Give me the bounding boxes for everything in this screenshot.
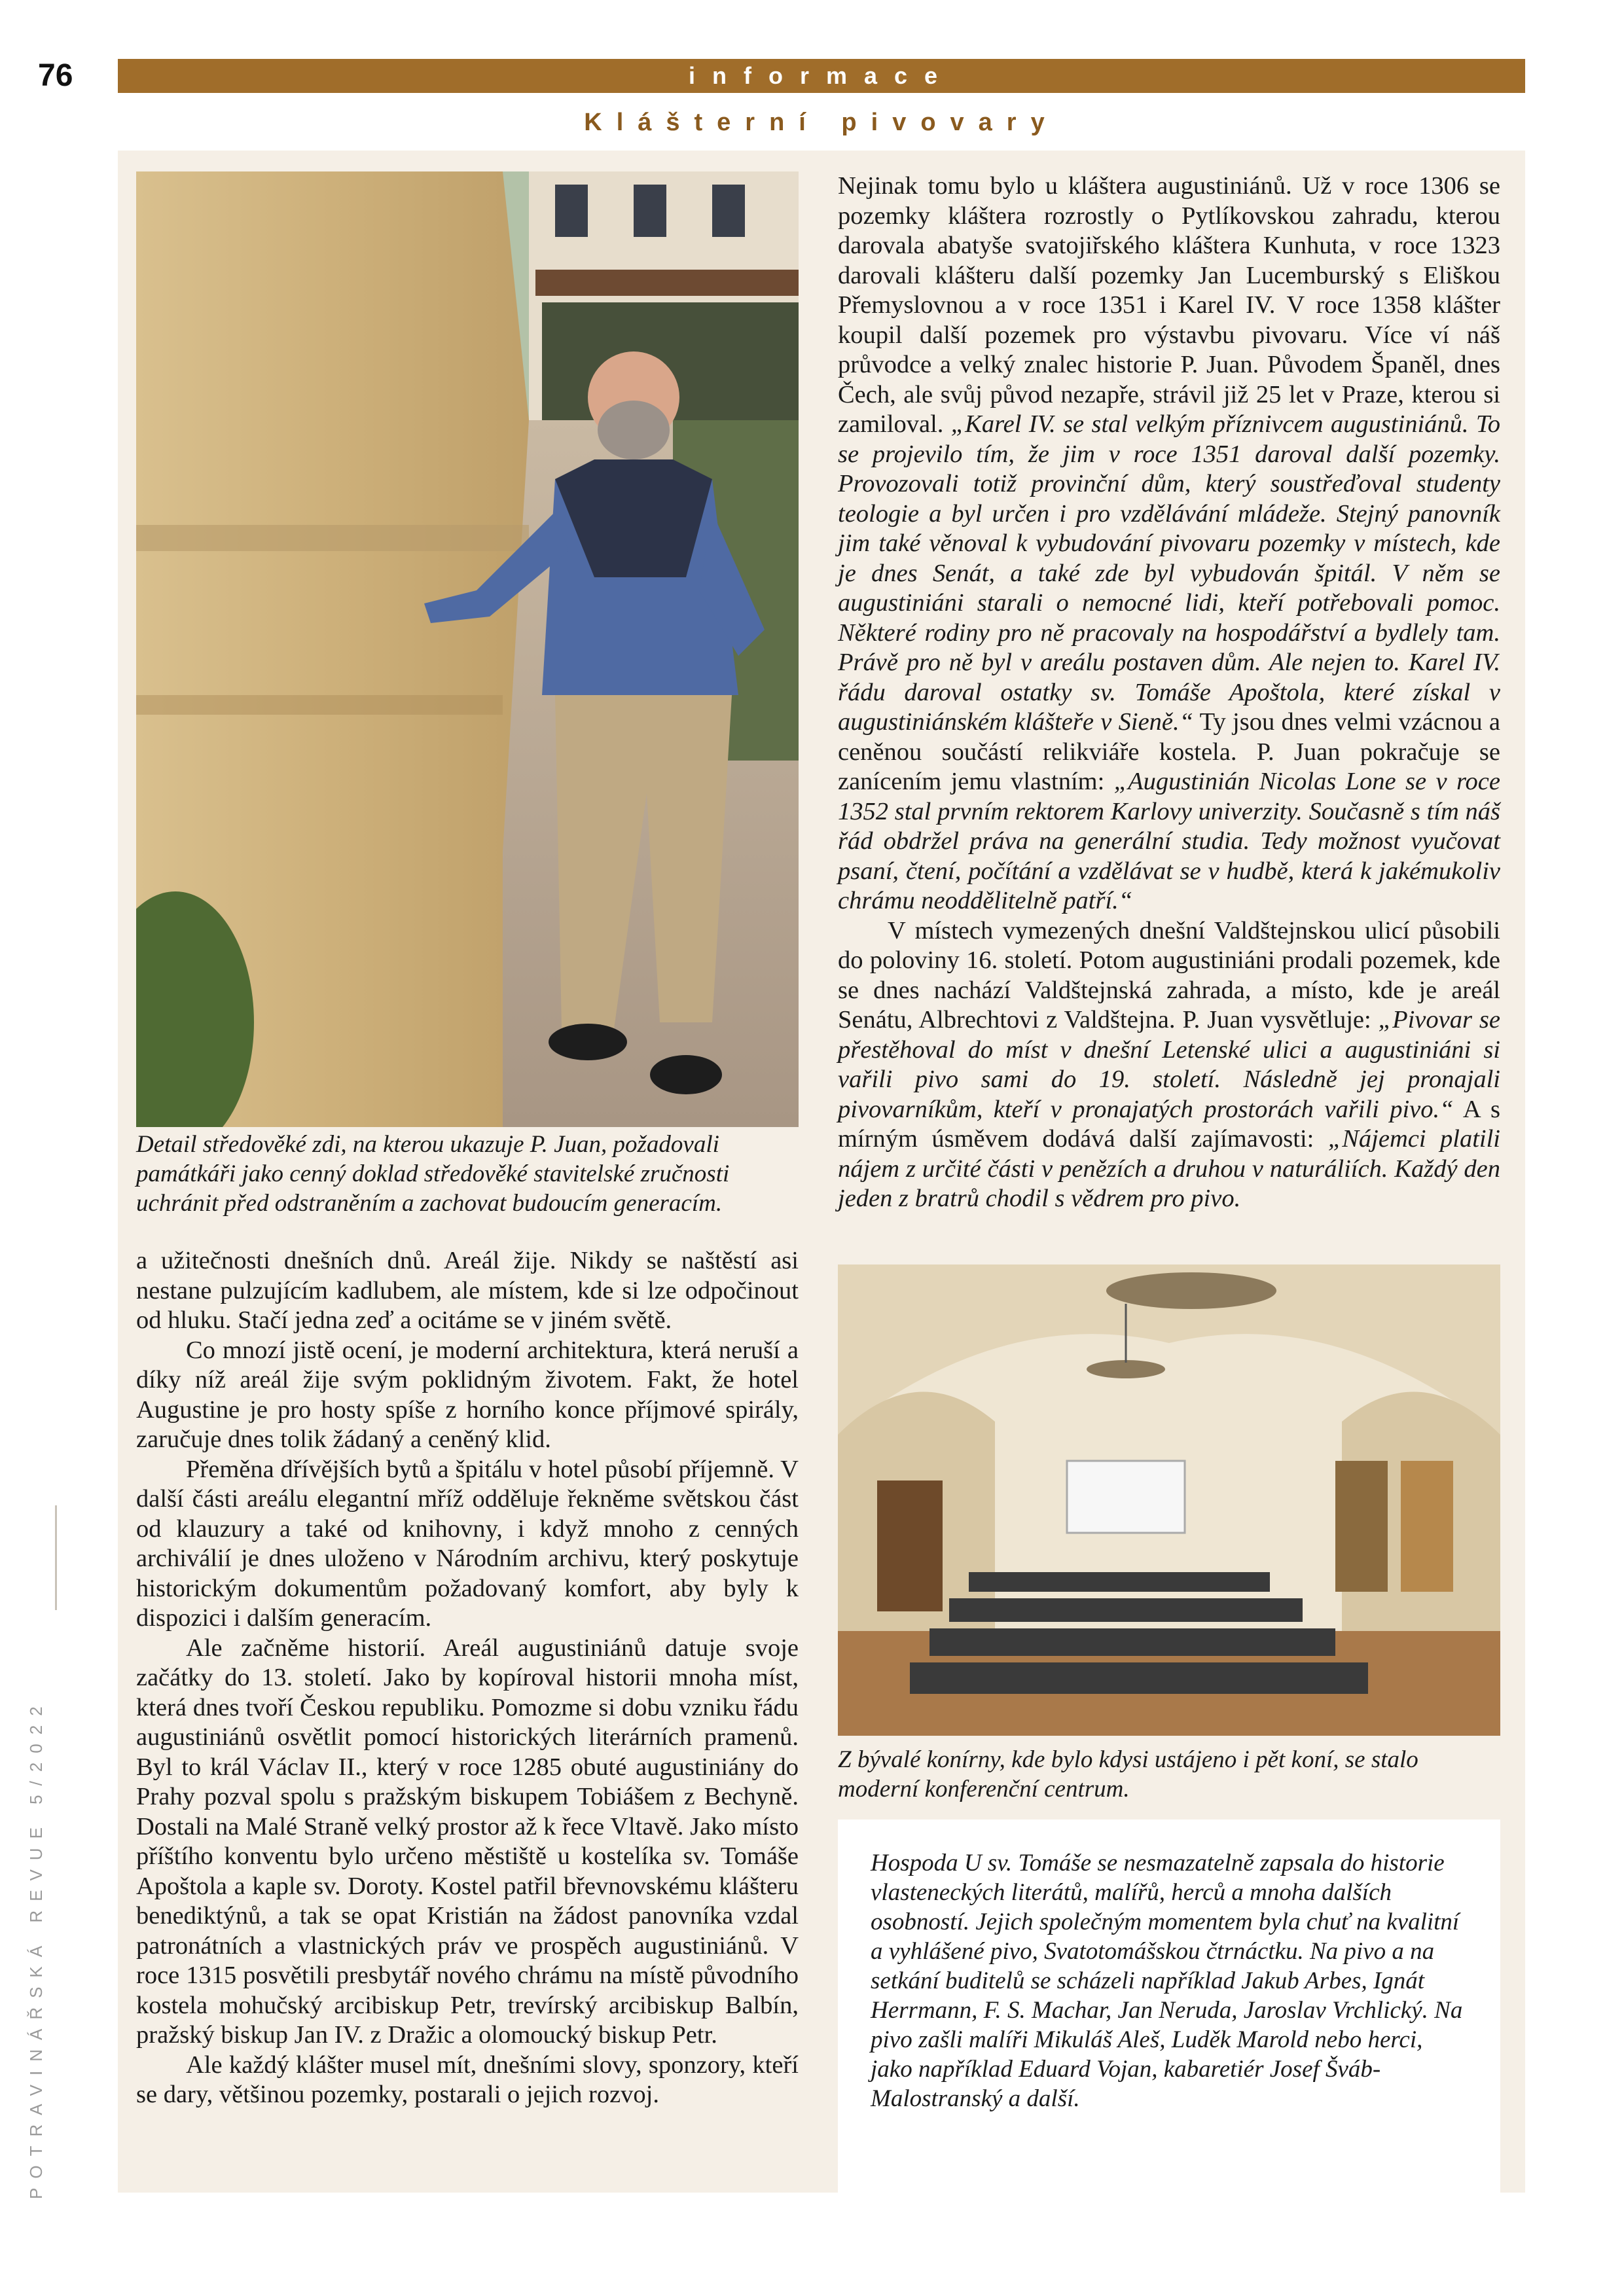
juan-quote-2: „Augustinián Nicolas Lone se v roce 1352 stal prvním rektorem Karlovy univerzity. Současně s tím náš řád obdržel práva na generální studia. Tedy možnost vyučovat psaní, čtení, počítání a vzdělávat se v hudbě, která k jakémukoliv chrámu neoddělitelně patří.“ xyxy=(838,768,1500,914)
left-paragraph-5: Ale každý klášter musel mít, dnešními slovy, sponzory, kteří se dary, většinou pozemky, postarali o jejich rozvoj. xyxy=(136,2051,799,2108)
left-paragraph-3: Přeměna dřívějších bytů a špitálu v hotel působí příjemně. V další části areálu elegantní mříž odděluje řekněme světskou část od klauzury a také od knihovny, i když mnoho z cenných archiválií je dnes uloženo v Národním archivu, který poskytuje historickým dokumentům požadovaný komfort, aby byly k dispozici i dalším generacím. xyxy=(136,1455,799,1632)
sidebar-box xyxy=(838,1820,1500,2199)
juan-quote-4: „Nájemci platili nájem z určité části v penězích a druhou v naturáliích. Každý den jeden z bratrů chodil s vědrem pro pivo. xyxy=(838,1125,1501,1212)
juan-quote-3: „Pivovar se přestěhoval do míst v dnešní Letenské ulici a augustiniáni si vařili pivo sami do 19. století. Následně jej pronajali pivovarníkům, kteří v pronajatých prostorách vařili pivo.“ xyxy=(838,1006,1500,1123)
article-title: Klášterní pivovary xyxy=(584,109,1059,136)
left-column xyxy=(136,1246,799,2110)
magazine-issue-label: POTRAVINÁŘSKÁ REVUE 5/2022 xyxy=(26,1697,46,2199)
wall-photo-illustration xyxy=(136,171,799,1127)
section-label: informace xyxy=(688,62,955,89)
right-text-2b: A s mírným úsměvem dodává další zajímavosti: xyxy=(838,1095,1500,1153)
right-column xyxy=(838,171,1500,1214)
wall-photo xyxy=(136,171,799,1127)
page-number: 76 xyxy=(38,58,73,93)
conference-hall-illustration xyxy=(838,1265,1500,1736)
right-text-1a: Nejinak tomu bylo u kláštera augustiniánů. Už v roce 1306 se pozemky kláštera rozrostly o Pytlíkovskou zahradu, kterou darovala abatyše svatojiřského kláštera Kunhuta, v roce 1323 darovali klášteru další pozemky Jan Lucemburský s Eliškou Přemyslovnou a v roce 1351 i Karel IV. V roce 1358 klášter koupil další pozemek pro výstavbu pivovaru. Více ví náš průvodce a velký znalec historie P. Juan. Původem Španěl, dnes Čech, ale svůj původ nezapře, strávil již 25 let v Praze, kterou si zamiloval. xyxy=(838,172,1500,438)
right-text-2a: V místech vymezených dnešní Valdštejnskou ulicí působili do poloviny 16. století. Potom augustiniáni prodali pozemek, kde se dnes nachází Valdštejnská zahrada, a místo, kde je areál Senátu, Albrechtovi z Valdštejna. P. Juan vysvětluje: xyxy=(838,916,1500,1033)
left-paragraph-2: Co mnozí jistě ocení, je moderní architektura, která neruší a díky níž areál žije svým poklidným životem. Fakt, že hotel Augustine je pro hosty spíše z horního konce příjmové spirály, zaručuje dnes tolik žádaný a ceněný klid. xyxy=(136,1336,799,1453)
left-paragraph-4: Ale začněme historií. Areál augustiniánů datuje svoje začátky do 13. století. Jako by kopíroval historii mnoha míst, která dnes tvoří Českou republiku. Pomozme si dobu vzniku řádu augustiniánů osvětlit pomocí historických literárních pramenů. Byl to král Václav II., který v roce 1285 obuté augustiniány do Prahy pozval spolu s pražským biskupem Tobiášem z Bechyně. Dostali na Malé Straně velký prostor až k řece Vltavě. Jako místo příštího konventu bylo určeno městiště u kostelíka sv. Tomáše Apoštola a kaple sv. Doroty. Kostel patřil břevnovskému klášteru benediktýnů, a tak se opat Kristián na žádost panovníka vzdal patronátních a vlastnických práv ve prospěch augustiniánů. V roce 1315 posvětili presbytář nového chrámu na místě původního kostela mohučský arcibiskup Petr, trevírský arcibiskup Balbín, pražský biskup Jan IV. z Dražic a olomoucký biskup Petr. xyxy=(136,1634,799,2049)
side-rule xyxy=(55,1505,57,1610)
right-paragraph-2 xyxy=(838,916,1500,1214)
right-paragraph-1 xyxy=(838,171,1500,916)
conference-hall-photo xyxy=(838,1265,1500,1736)
left-paragraph-1: a užitečnosti dnešních dnů. Areál žije. Nikdy se naštěstí asi nestane pulzujícím kadlubem, ale místem, kde si lze odpočinout od hluku. Stačí jedna zeď a ocitáme se v jiném světě. xyxy=(136,1247,799,1334)
right-text-1b: Ty jsou dnes velmi vzácnou a ceněnou součástí relikviáře kostela. P. Juan pokračuje se zanícením jemu vlastním: xyxy=(838,708,1500,795)
hall-photo-caption: Z bývalé konírny, kde bylo kdysi ustájeno i pět koní, se stalo moderní konferenční centrum. xyxy=(838,1746,1418,1803)
sidebar-text: Hospoda U sv. Tomáše se nesmazatelně zapsala do historie vlasteneckých literátů, malířů, herců a mnoha dalších osobností. Jejich společným momentem byla chuť na kvalitní a vyhlášené pivo, Svatotomášskou čtrnáctku. Na pivo a na setkání buditelů se scházeli například Jakub Arbes, Ignát Herrmann, F. S. Machar, Jan Neruda, Jaroslav Vrchlický. Na pivo zašli malíři Mikuláš Aleš, Luděk Marold nebo herci, jako například Eduard Vojan, kabaretiér Josef Šváb-Malostranský a další. xyxy=(871,1850,1463,2112)
juan-quote-1: „Karel IV. se stal velkým příznivcem augustiniánů. To se projevilo tím, že jim v roce 1351 daroval další pozemky. Provozovali totiž provinční dům, který soustřeďoval studenty teologie a byl určen i pro vzdělávání mládeže. Stejný panovník jim také věnoval k vybudování pivovaru pozemky v místech, kde je dnes Senát, a také zde byl vybudován špitál. V něm se augustiniáni starali o nemocné lidi, kteří potřebovali pomoc. Některé rodiny pro ně pracovaly na hospodářství a bydlely tam. Právě pro ně byl v areálu postaven dům. Ale nejen to. Karel IV. řádu daroval ostatky sv. Tomáše Apoštola, které získal v augustiniánském klášteře v Sieně.“ xyxy=(838,410,1500,736)
wall-photo-caption: Detail středověké zdi, na kterou ukazuje P. Juan, požadovali památkáři jako cenný doklad středověké stavitelské zručnosti uchránit před odstraněním a zachovat budoucím generacím. xyxy=(136,1131,730,1217)
